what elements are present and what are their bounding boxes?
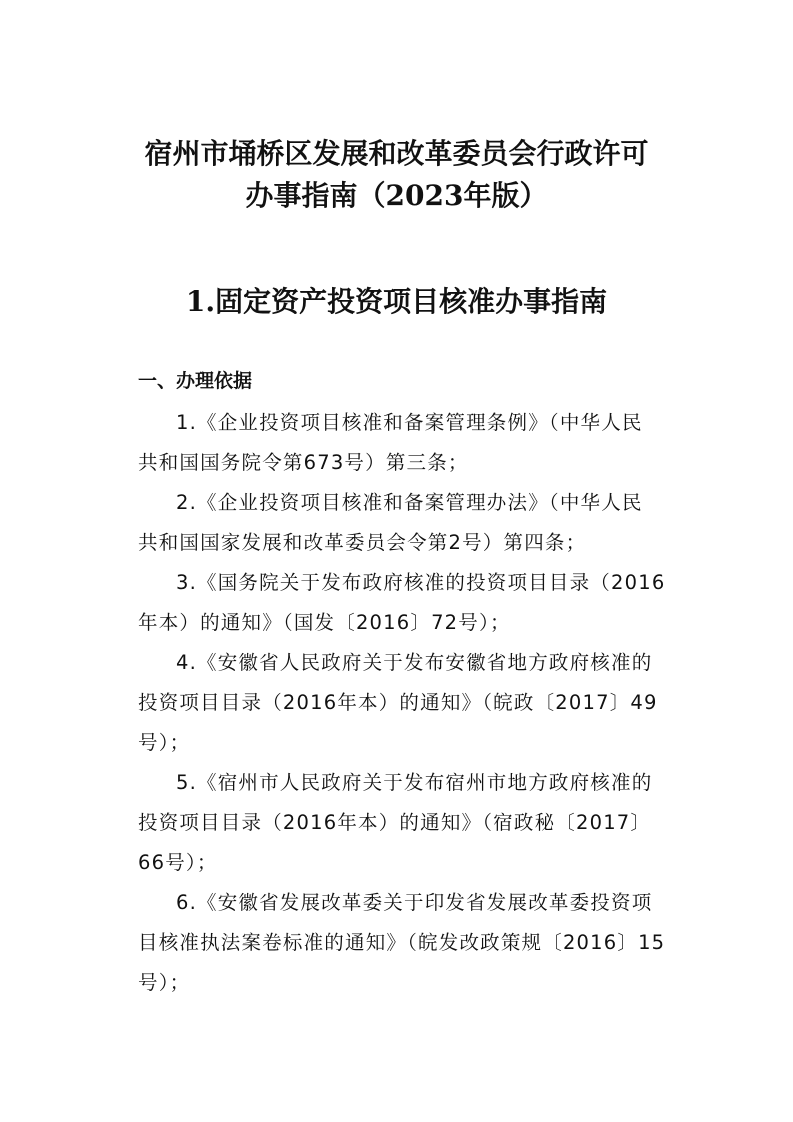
document-title-line2: 办事指南（2023年版） [245, 179, 548, 212]
body-line: 共和国国务院令第673号）第三条； [138, 451, 469, 474]
document-title-line1: 宿州市埇桥区发展和改革委员会行政许可 [144, 137, 649, 170]
body-line: 5.《宿州市人民政府关于发布宿州市地方政府核准的 [176, 771, 653, 794]
body-line: 投资项目目录（2016年本）的通知》（宿政秘〔2017〕 [138, 811, 652, 834]
body-line: 目核准执法案卷标准的通知》（皖发改政策规〔2016〕15 [138, 931, 666, 954]
body-line: 号）； [138, 731, 191, 754]
body-line: 6.《安徽省发展改革委关于印发省发展改革委投资项 [176, 891, 653, 914]
body-line: 2.《企业投资项目核准和备案管理办法》（中华人民 [176, 491, 643, 514]
body-line: 共和国国家发展和改革委员会令第2号）第四条； [138, 531, 587, 554]
body-line: 66号）； [138, 851, 218, 874]
section-title: 1.固定资产投资项目核准办事指南 [185, 285, 608, 318]
section-heading: 一、办理依据 [138, 370, 253, 392]
body-line: 年本）的通知》（国发〔2016〕72号）； [138, 611, 511, 634]
body-line: 1.《企业投资项目核准和备案管理条例》（中华人民 [176, 411, 643, 434]
body-line: 投资项目目录（2016年本）的通知》（皖政〔2017〕49 [138, 691, 658, 714]
body-line: 号）； [138, 971, 191, 994]
body-line: 4.《安徽省人民政府关于发布安徽省地方政府核准的 [176, 651, 653, 674]
body-line: 3.《国务院关于发布政府核准的投资项目目录（2016 [176, 571, 666, 594]
